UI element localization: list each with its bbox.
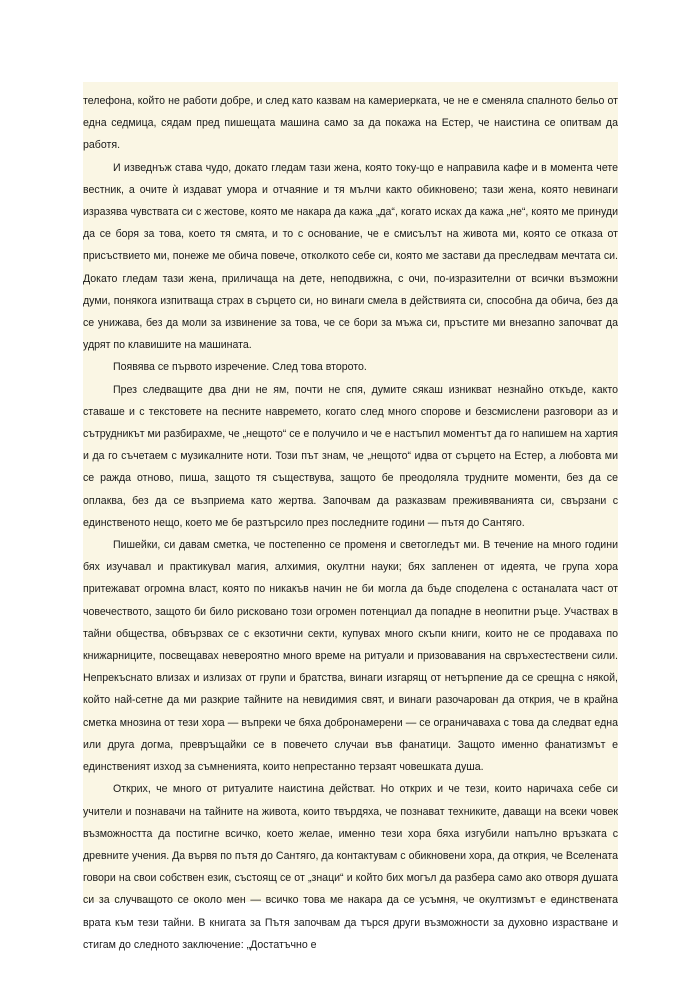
document-page xyxy=(83,82,618,951)
document-body xyxy=(83,90,618,956)
paragraph-3: Появява се първото изречение. След това второто. xyxy=(113,361,367,374)
paragraph-5: Пишейки, си давам сметка, че постепенно се променя и светогледът ми. В течение на много години бях изучавал и практикувал магия, алхимия, окултни науки; бях запленен от идеята, че група хора притежават огромна власт, която по никакъв начин не би могла да бъде споделена с останалата част от човечеството, защото би било рисковано този огромен потенциал да попадне в неопитни ръце. Участвах в тайни общества, обвързвах се с екзотични секти, купувах много скъпи книги, които не се продаваха по книжарниците, посвещавах невероятно много време на ритуали и призовавания на свръхестествени сили. Непрекъснато влизах и излизах от групи и братства, винаги изгарящ от нетърпение да се срещна с някой, който най-сетне да ми разкрие тайните на невидимия свят, и винаги разочарован да открия, че в крайна сметка мнозина от тези хора — въпреки че бяха добронамерени — се ограничаваха с това да следват една или друга догма, превръщайки се в повечето случаи във фанатици. Защото именно фанатизмът е единственият изход за съмненията, които непрестанно терзаят човешката душа. xyxy=(83,539,618,774)
paragraph-1: телефона, който не работи добре, и след като казвам на камериерката, че не е сменяла спалното бельо от една седмица, сядам пред пишещата машина само за да покажа на Естер, че наистина се опитвам да работя. xyxy=(83,95,618,152)
paragraph-4: През следващите два дни не ям, почти не спя, думите сякаш изникват незнайно откъде, както ставаше и с текстовете на песните навремето, когато след много спорове и безсмислени разговори аз и сътрудникът ми разбирахме, че „нещото“ се е получило и че е настъпил моментът да го напишем на хартия и да го съчетаем с музикалните ноти. Този път знам, че „нещото“ идва от сърцето на Естер, а любовта ми се ражда отново, пиша, защото тя съществува, защото бе преодоляла трудните моменти, без да се оплаква, без да се възприема като жертва. Започвам да разказвам преживяванията си, свързани с единственото нещо, което ме бе разтърсило през последните години — пътя до Сантяго. xyxy=(83,383,618,529)
paragraph-2: И изведнъж става чудо, докато гледам тази жена, която току-що е направила кафе и в момента чете вестник, а очите ѝ издават умора и отчаяние и тя мълчи както обикновено; тази жена, която невинаги изразява чувствата си с жестове, която ме накара да кажа „да“, когато исках да кажа „не“, която ме принуди да се боря за това, което тя смята, и то с основание, че е смисълът на живота ми, която се отказа от присъствието ми, понеже ме обича повече, отколкото себе си, която ме застави да преследвам мечтата си. Докато гледам тази жена, приличаща на дете, неподвижна, с очи, по-изразителни от всички възможни думи, понякога изпитваща страх в сърцето си, но винаги смела в действията си, способна да обича, без да се унижава, без да моли за извинение за това, че се бори за мъжа си, пръстите ми внезапно започват да удрят по клавишите на машината. xyxy=(83,161,618,352)
paragraph-6: Открих, че много от ритуалите наистина действат. Но открих и че тези, които наричаха себе си учители и познавачи на тайните на живота, които твърдяха, че познават техниките, даващи на всеки човек възможността да постигне всичко, което желае, именно тези хора бяха изгубили напълно връзката с древните учения. Да вървя по пътя до Сантяго, да контактувам с обикновени хора, да открия, че Вселената говори на свои собствен език, състоящ се от „знаци“ и който бих могъл да разбера само ако отворя душата си за случващото се около мен — всичко това ме накара да се усъмня, че окултизмът е единствената врата към тези тайни. В книгата за Пътя започвам да търся други възможности за духовно израстване и стигам до следното заключение: „Достатъчно е xyxy=(83,783,618,951)
